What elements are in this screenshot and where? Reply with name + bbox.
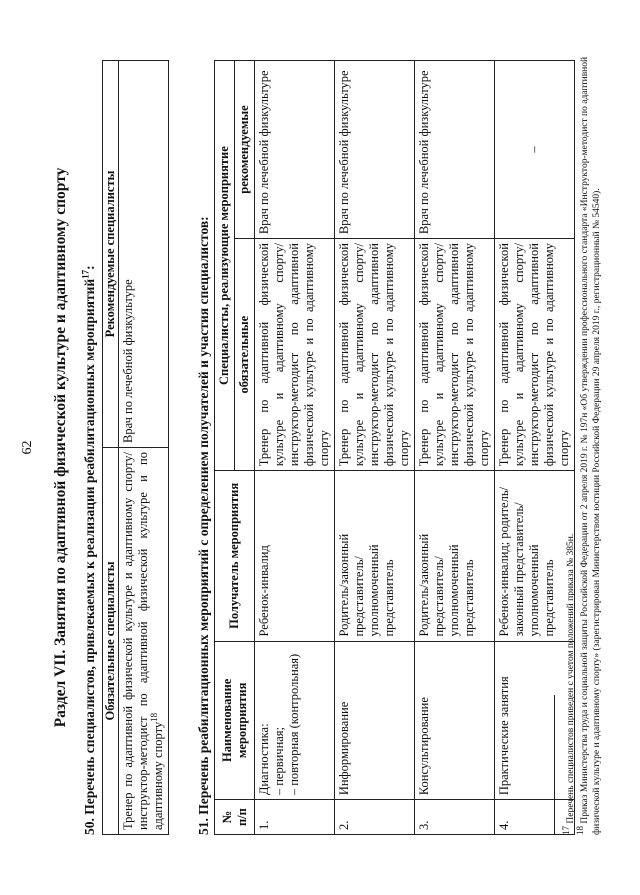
row-name: Практические занятия xyxy=(495,641,575,800)
table-row xyxy=(415,61,495,835)
section-50-heading: 50. Перечень специалистов, привлекаемых к реализации реабилитационных мероприятий$^{17}$: xyxy=(80,265,97,835)
col-mandatory-specialists: Обязательные специалисты xyxy=(103,448,119,835)
row-num: 4. xyxy=(495,800,575,835)
row-name: Диагностика: – первичная; – повторная (контрольная) xyxy=(255,641,335,800)
col-recommended: рекомендуемые xyxy=(235,61,255,239)
row-recommended: Врач по лечебной физкультуре xyxy=(335,61,415,239)
row-recommended: – xyxy=(495,61,575,239)
row-mandatory: Тренер по адаптивной физической культуре и адаптивному спорту/инструктор-методист по адаптивной физической культуре и по адаптивному спорту xyxy=(335,239,415,471)
footnote-17: $^{17}$ Перечень специалистов приведен с учетом положений приказа № 385н. xyxy=(561,533,577,835)
col-recommended-specialists: Рекомендуемые специалисты xyxy=(103,61,119,448)
row-name: Информирование xyxy=(335,641,415,800)
col-name: Наименование мероприятия xyxy=(215,641,255,800)
table-row xyxy=(255,61,335,835)
list-item: – первичная; xyxy=(272,726,286,796)
col-mandatory: обязательные xyxy=(235,239,255,471)
specialists-table xyxy=(102,60,169,835)
row-name: Консультирование xyxy=(415,641,495,800)
row-mandatory: Тренер по адаптивной физической культуре и адаптивному спорту/инструктор-методист по адаптивной физической культуре и по адаптивному спорту xyxy=(415,239,495,471)
col-specialists: Специалисты, реализующие мероприятие xyxy=(215,61,235,471)
col-recipient: Получатель мероприятия xyxy=(215,471,255,641)
row-recipient: Родитель/законный представитель/уполномоченный представитель xyxy=(415,471,495,641)
footnote-ref-17: 17 xyxy=(80,269,91,279)
measures-table xyxy=(214,60,575,835)
footnote-ref-18: 18 xyxy=(148,712,159,722)
footnote-divider xyxy=(554,695,555,835)
footnote-18: $^{18}$ Приказ Министерства труда и социальной защиты Российской Федерации от 2 апреля 2019 г. № 197н «Об утверждении профессионального стандарта «Инструктор-методист по адаптивной физической культуре и адаптивному спорту» (зарегистрирован Министерством юстиции Российской Федерации 29 апреля 2019 г., регистрационный № 54540). xyxy=(575,56,603,835)
row-recommended: Врач по лечебной физкультуре xyxy=(255,61,335,239)
col-num: № п/п xyxy=(215,800,255,835)
table-row xyxy=(335,61,415,835)
row-recipient: Родитель/законный представитель/уполномоченный представитель xyxy=(335,471,415,641)
row-mandatory: Тренер по адаптивной физической культуре и адаптивному спорту/инструктор-методист по адаптивной физической культуре и по адаптивному спорту xyxy=(495,239,575,471)
row-recipient: Ребенок-инвалид xyxy=(255,471,335,641)
section-title: Раздел VII. Занятия по адаптивной физической культуре и адаптивному спорту xyxy=(52,167,69,728)
recommended-specialists-cell: Врач по лечебной физкультуре xyxy=(119,61,169,448)
table-row xyxy=(495,61,575,835)
list-item: – повторная (контрольная) xyxy=(287,653,301,796)
mandatory-specialists-cell: Тренер по адаптивной физической культуре и адаптивному спорту/ инструктор-методист по адаптивной физической культуре и по адаптивному спорту$^{18}$ xyxy=(119,448,169,835)
row-num: 2. xyxy=(335,800,415,835)
section-51-heading: 51. Перечень реабилитационных мероприятий с определением получателей и участия специалистов: xyxy=(196,216,211,835)
row-num: 3. xyxy=(415,800,495,835)
page-number: 62 xyxy=(20,440,35,455)
row-mandatory: Тренер по адаптивной физической культуре и адаптивному спорту/инструктор-методист по адаптивной физической культуре и по адаптивному спорту xyxy=(255,239,335,471)
row-recipient: Ребенок-инвалид; родитель/законный представитель/уполномоченный представитель xyxy=(495,471,575,641)
row-recommended: Врач по лечебной физкультуре xyxy=(415,61,495,239)
row-num: 1. xyxy=(255,800,335,835)
